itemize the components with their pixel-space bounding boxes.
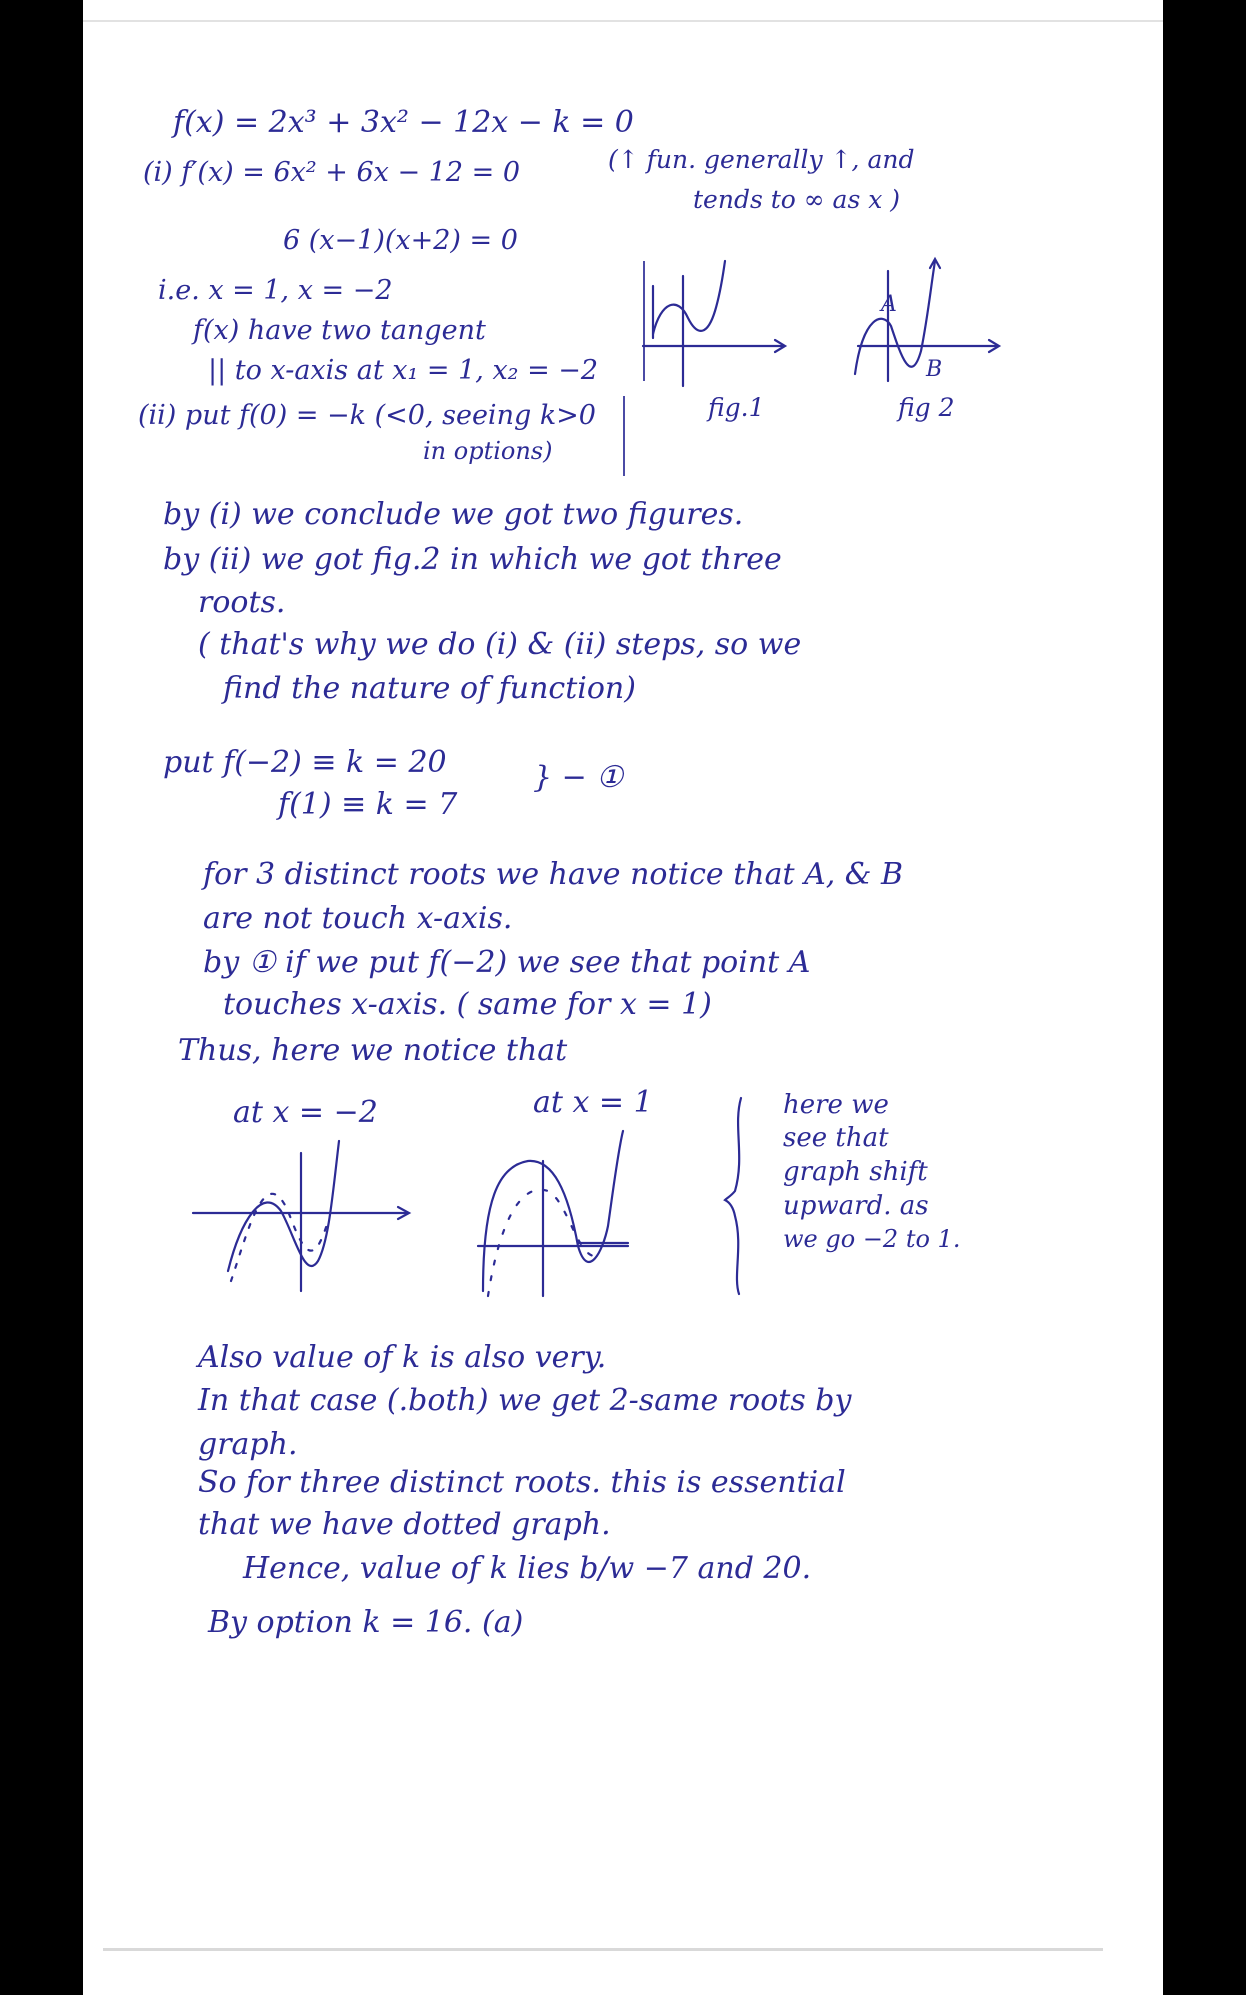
distinct-roots-note: for 3 distinct roots we have notice that A, & B xyxy=(203,857,904,892)
derivative-step: (i) f′(x) = 6x² + 6x − 12 = 0 xyxy=(143,157,521,188)
equation-marker-1: } − ① xyxy=(533,760,624,795)
step-ii-options: in options) xyxy=(423,437,553,465)
label-at-x-1: at x = 1 xyxy=(533,1085,653,1120)
note-here-we: here we xyxy=(783,1090,889,1120)
note-minus2-to-1: we go −2 to 1. xyxy=(783,1225,961,1253)
note-tends-to-infinity: tends to ∞ as x ) xyxy=(693,185,901,214)
graph-at-x-1 xyxy=(478,1131,728,1301)
final-answer: By option k = 16. (a) xyxy=(208,1605,524,1640)
note-upward: upward. as xyxy=(783,1191,929,1221)
viewer-top-border xyxy=(83,20,1163,22)
conclusion-step-ii: by (ii) we got fig.2 in which we got three xyxy=(163,542,782,577)
dotted-graph-note: that we have dotted graph. xyxy=(198,1507,611,1542)
fig1-curve xyxy=(653,261,725,334)
not-touch-x-axis: are not touch x-axis. xyxy=(203,901,513,936)
reason-line-2: find the nature of function) xyxy=(223,671,636,706)
tangent-x-axis: || to x-axis at x₁ = 1, x₂ = −2 xyxy=(208,355,599,386)
step-ii-f0: (ii) put f(0) = −k (<0, seeing k>0 xyxy=(138,400,596,431)
reason-line-1: ( that's why we do (i) & (ii) steps, so we xyxy=(198,627,802,662)
handwritten-page xyxy=(103,66,1103,1951)
also-k-varies: Also value of k is also very. xyxy=(198,1340,607,1375)
tangent-statement: f(x) have two tangent xyxy=(193,315,486,346)
divider-top-b xyxy=(623,396,625,476)
fig2-point-a: A xyxy=(881,292,897,317)
graph2-curve xyxy=(483,1131,623,1291)
label-at-x-minus-2: at x = −2 xyxy=(233,1095,378,1130)
by-eq1-point-a: by ① if we put f(−2) we see that point A xyxy=(203,945,811,980)
document-viewer[interactable] xyxy=(83,0,1163,1995)
k-at-minus-2: put f(−2) ≡ k = 20 xyxy=(163,745,447,780)
fig1-label: fig.1 xyxy=(708,393,765,422)
note-graph-shift: graph shift xyxy=(783,1157,928,1187)
brace-path xyxy=(725,1098,741,1294)
touches-x-axis: touches x-axis. ( same for x = 1) xyxy=(223,987,712,1022)
fig2-point-b: B xyxy=(926,357,943,382)
critical-points: i.e. x = 1, x = −2 xyxy=(158,275,393,306)
graph-word: graph. xyxy=(198,1427,298,1462)
same-roots-note: In that case (.both) we get 2-same roots by xyxy=(198,1383,852,1418)
conclusion-roots: roots. xyxy=(198,585,286,620)
graph1-curve xyxy=(228,1141,339,1271)
brace xyxy=(723,1096,753,1296)
note-see-that: see that xyxy=(783,1123,889,1153)
k-range: Hence, value of k lies b/w −7 and 20. xyxy=(243,1551,812,1586)
graph1-dotted-curve xyxy=(231,1194,328,1281)
factored-derivative: 6 (x−1)(x+2) = 0 xyxy=(283,225,518,256)
k-at-1: f(1) ≡ k = 7 xyxy=(278,787,458,822)
conclusion-step-i: by (i) we conclude we got two figures. xyxy=(163,497,744,532)
figures-1-and-2 xyxy=(643,256,1043,422)
distinct-roots-essential: So for three distinct roots. this is essential xyxy=(198,1465,846,1500)
fig2-label: fig 2 xyxy=(898,393,955,422)
thus-notice: Thus, here we notice that xyxy=(178,1033,568,1068)
equation-fx: f(x) = 2x³ + 3x² − 12x − k = 0 xyxy=(173,105,634,140)
graph-at-x-minus-2 xyxy=(193,1141,433,1306)
note-generally-increasing: (↑ fun. generally ↑, and xyxy=(608,145,915,174)
fig2-curve xyxy=(855,261,935,374)
